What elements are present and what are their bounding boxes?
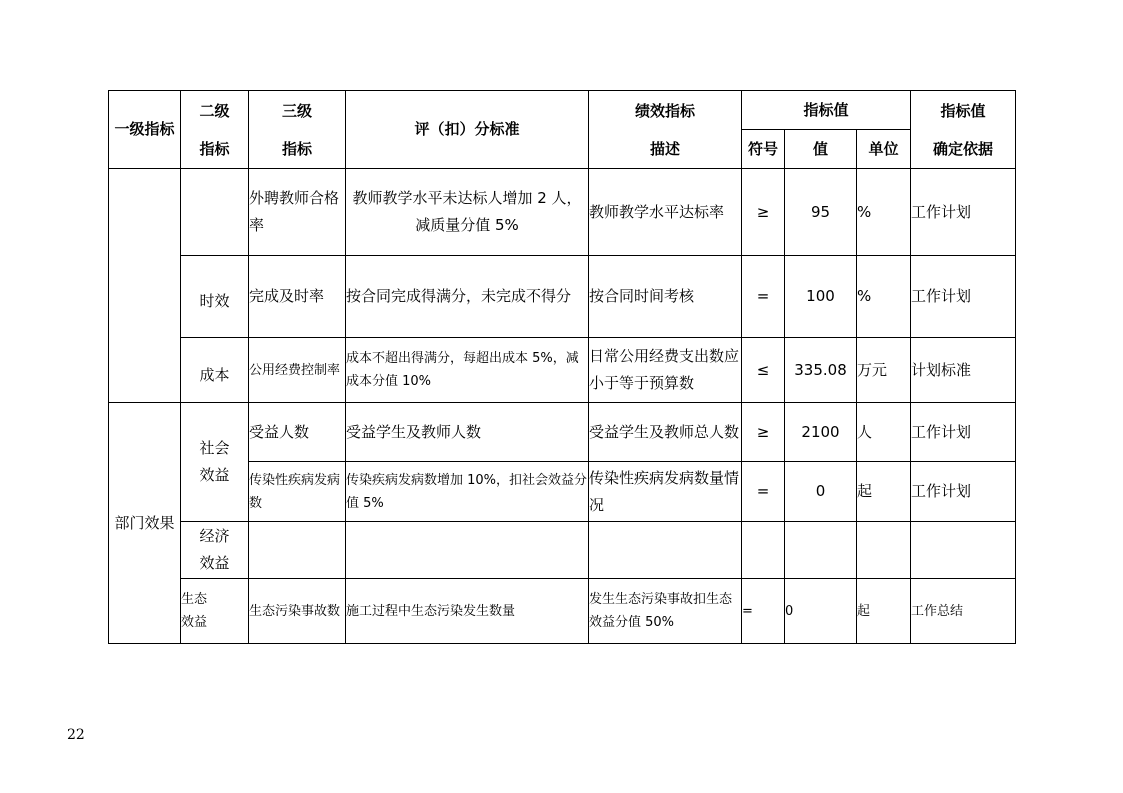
value-cell: 0 — [785, 462, 857, 522]
description-cell: 受益学生及教师总人数 — [589, 403, 742, 462]
value-cell: 100 — [785, 256, 857, 338]
value-cell: 2100 — [785, 403, 857, 462]
header-basis — [911, 91, 1016, 169]
basis-cell: 工作计划 — [911, 256, 1016, 338]
unit-cell: 起 — [857, 579, 911, 644]
header-symbol: 符号 — [742, 130, 785, 169]
empty-cell — [742, 522, 785, 579]
basis-cell: 工作计划 — [911, 169, 1016, 256]
symbol-cell: = — [742, 579, 785, 644]
value-cell: 95 — [785, 169, 857, 256]
secondary-indicator-cell: 成本 — [181, 338, 249, 403]
symbol-cell: = — [742, 256, 785, 338]
header-description-bottom: 描述 — [649, 139, 680, 158]
primary-indicator-cell: 部门效果 — [109, 403, 181, 644]
symbol-cell: ≥ — [742, 169, 785, 256]
header-basis-bottom: 确定依据 — [933, 139, 994, 158]
basis-cell: 计划标准 — [911, 338, 1016, 403]
header-tertiary-top: 三级 — [281, 101, 312, 120]
basis-cell: 工作总结 — [911, 579, 1016, 644]
header-scoring-standard: 评（扣）分标准 — [346, 91, 589, 169]
header-basis-top: 指标值 — [940, 101, 986, 120]
value-cell: 0 — [785, 579, 857, 644]
table-row — [109, 579, 1016, 644]
description-cell: 传染性疾病发病数量情况 — [589, 462, 742, 522]
scoring-standard-cell: 受益学生及教师人数 — [346, 403, 589, 462]
primary-indicator-cell-empty — [109, 169, 181, 403]
tertiary-indicator-cell: 完成及时率 — [249, 256, 346, 338]
unit-cell: 万元 — [857, 338, 911, 403]
empty-cell — [249, 522, 346, 579]
header-secondary-top: 二级 — [199, 101, 230, 120]
scoring-standard-cell: 施工过程中生态污染发生数量 — [346, 579, 589, 644]
description-cell: 按合同时间考核 — [589, 256, 742, 338]
secondary-indicator-cell-empty — [181, 169, 249, 256]
basis-cell: 工作计划 — [911, 403, 1016, 462]
unit-cell: % — [857, 169, 911, 256]
scoring-standard-cell: 按合同完成得满分，未完成不得分 — [346, 256, 589, 338]
header-primary-indicator: 一级指标 — [109, 91, 181, 169]
symbol-cell: = — [742, 462, 785, 522]
tertiary-indicator-cell: 公用经费控制率 — [249, 338, 346, 403]
header-value: 值 — [785, 130, 857, 169]
empty-cell — [589, 522, 742, 579]
tertiary-indicator-cell: 传染性疾病发病数 — [249, 462, 346, 522]
description-cell: 教师教学水平达标率 — [589, 169, 742, 256]
unit-cell: 人 — [857, 403, 911, 462]
page-number: 22 — [67, 727, 85, 743]
tertiary-indicator-cell: 生态污染事故数 — [249, 579, 346, 644]
basis-cell: 工作计划 — [911, 462, 1016, 522]
tertiary-indicator-cell: 受益人数 — [249, 403, 346, 462]
empty-cell — [785, 522, 857, 579]
secondary-indicator-cell: 时效 — [181, 256, 249, 338]
unit-cell: 起 — [857, 462, 911, 522]
unit-cell: % — [857, 256, 911, 338]
header-tertiary-bottom: 指标 — [281, 139, 312, 158]
scoring-standard-cell: 传染疾病发病数增加 10%，扣社会效益分值 5% — [346, 462, 589, 522]
secondary-indicator-cell: 社会效益 — [181, 403, 249, 522]
description-cell: 日常公用经费支出数应小于等于预算数 — [589, 338, 742, 403]
empty-cell — [346, 522, 589, 579]
symbol-cell: ≥ — [742, 403, 785, 462]
table-row — [109, 256, 1016, 338]
symbol-cell: ≤ — [742, 338, 785, 403]
header-secondary-bottom: 指标 — [199, 139, 230, 158]
table-row — [109, 169, 1016, 256]
header-description — [589, 91, 742, 169]
header-value-group: 指标值 — [742, 91, 911, 130]
description-cell: 发生生态污染事故扣生态效益分值 50% — [589, 579, 742, 644]
table-row — [109, 522, 1016, 579]
scoring-standard-cell: 成本不超出得满分，每超出成本 5%，减成本分值 10% — [346, 338, 589, 403]
performance-indicator-table — [108, 90, 1016, 644]
header-tertiary-indicator — [249, 91, 346, 169]
header-description-top: 绩效指标 — [634, 101, 695, 120]
empty-cell — [857, 522, 911, 579]
empty-cell — [911, 522, 1016, 579]
secondary-indicator-cell: 生态效益 — [181, 579, 249, 644]
table-row — [109, 403, 1016, 462]
secondary-indicator-cell: 经济效益 — [181, 522, 249, 579]
table-row — [109, 338, 1016, 403]
scoring-standard-cell: 教师教学水平未达标人增加 2 人，减质量分值 5% — [346, 169, 589, 256]
header-secondary-indicator — [181, 91, 249, 169]
header-unit: 单位 — [857, 130, 911, 169]
tertiary-indicator-cell: 外聘教师合格率 — [249, 169, 346, 256]
value-cell: 335.08 — [785, 338, 857, 403]
